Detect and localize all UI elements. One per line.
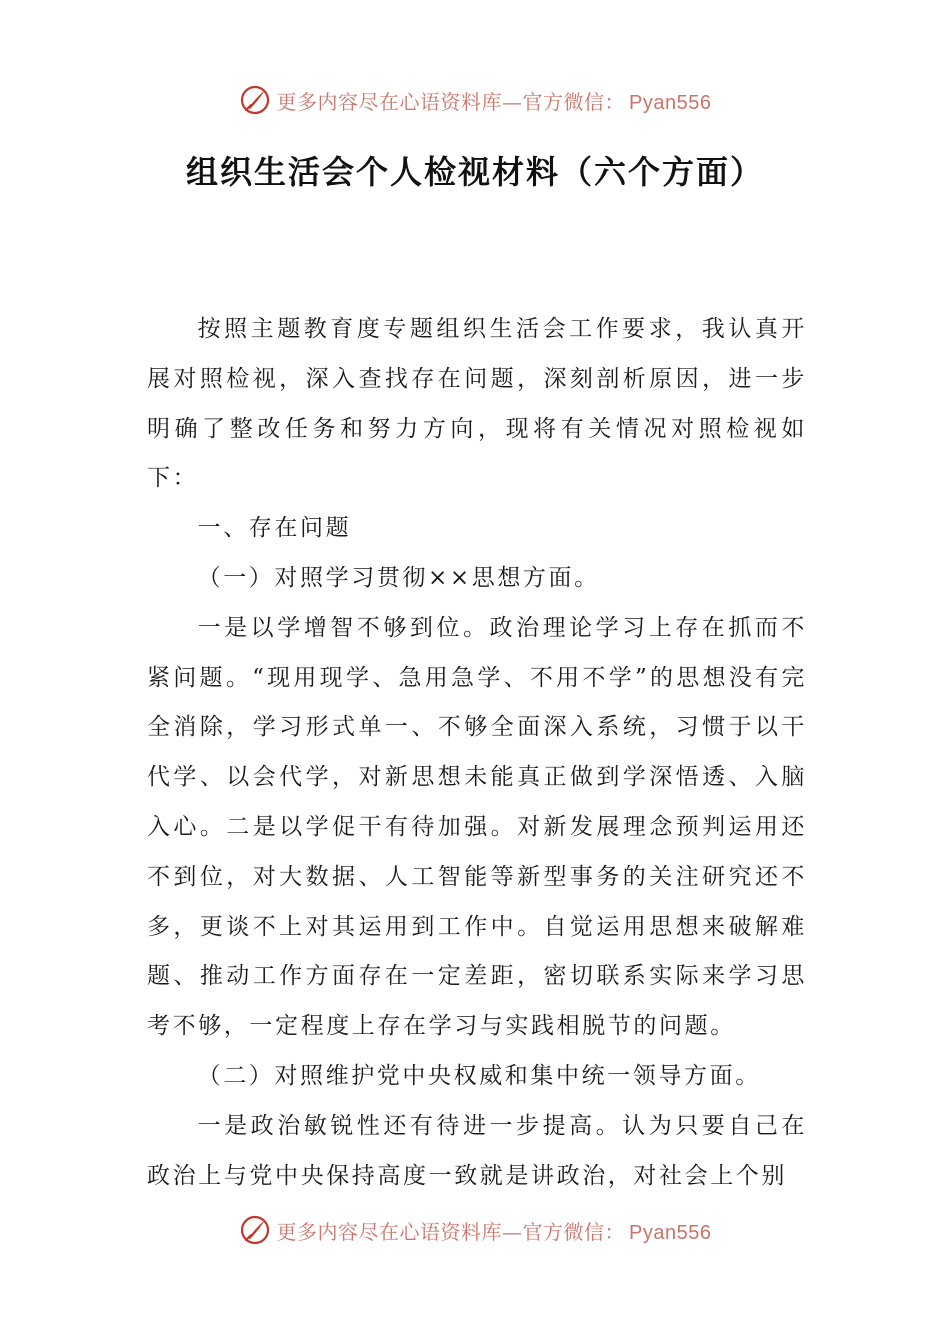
quill-logo-icon — [239, 84, 271, 116]
banner-wechat-id: Pyan556 — [629, 91, 712, 114]
document-title: 组织生活会个人检视材料（六个方面） — [185, 153, 764, 191]
document-body — [147, 305, 807, 1201]
banner-text-cn: 更多内容尽在心语资料库—官方微信： — [276, 89, 626, 114]
intro-paragraph: 按照主题教育度专题组织生活会工作要求，我认真开展对照检视，深入查找存在问题，深刻剖析原因，进一步明确了整改任务和努力方向，现将有关情况对照检视如下： — [147, 316, 807, 492]
subsection-heading: （二）对照维护党中央权威和集中统一领导方面。 — [197, 1062, 761, 1089]
section-heading: 一、存在问题 — [197, 515, 352, 542]
footer-banner — [0, 1210, 950, 1250]
banner-wechat-id: Pyan556 — [629, 1221, 712, 1244]
banner-text-cn: 更多内容尽在心语资料库—官方微信： — [276, 1219, 626, 1244]
banner-text — [277, 1216, 712, 1245]
body-paragraph: 一是以学增智不够到位。政治理论学习上存在抓而不紧问题。“现用现学、急用急学、不用不学”的思想没有完全消除，学习形式单一、不够全面深入系统，习惯于以干代学、以会代学，对新思想未能真正做到学深悟透、入脑入心。二是以学促干有待加强。对新发展理念预判运用还不到位，对大数据、人工智能等新型事务的关注研究还不多，更谈不上对其运用到工作中。自觉运用思想来破解难题、推动工作方面存在一定差距，密切联系实际来学习思考不够，一定程度上存在学习与实践相脱节的问题。 — [147, 614, 807, 1040]
quill-logo-icon — [239, 1214, 271, 1246]
subsection-heading: （一）对照学习贯彻××思想方面。 — [197, 564, 600, 591]
body-paragraph: 一是政治敏锐性还有待进一步提高。认为只要自己在政治上与党中央保持高度一致就是讲政治，对社会上个别 — [147, 1112, 807, 1189]
header-banner — [0, 80, 950, 120]
banner-text — [277, 86, 712, 115]
